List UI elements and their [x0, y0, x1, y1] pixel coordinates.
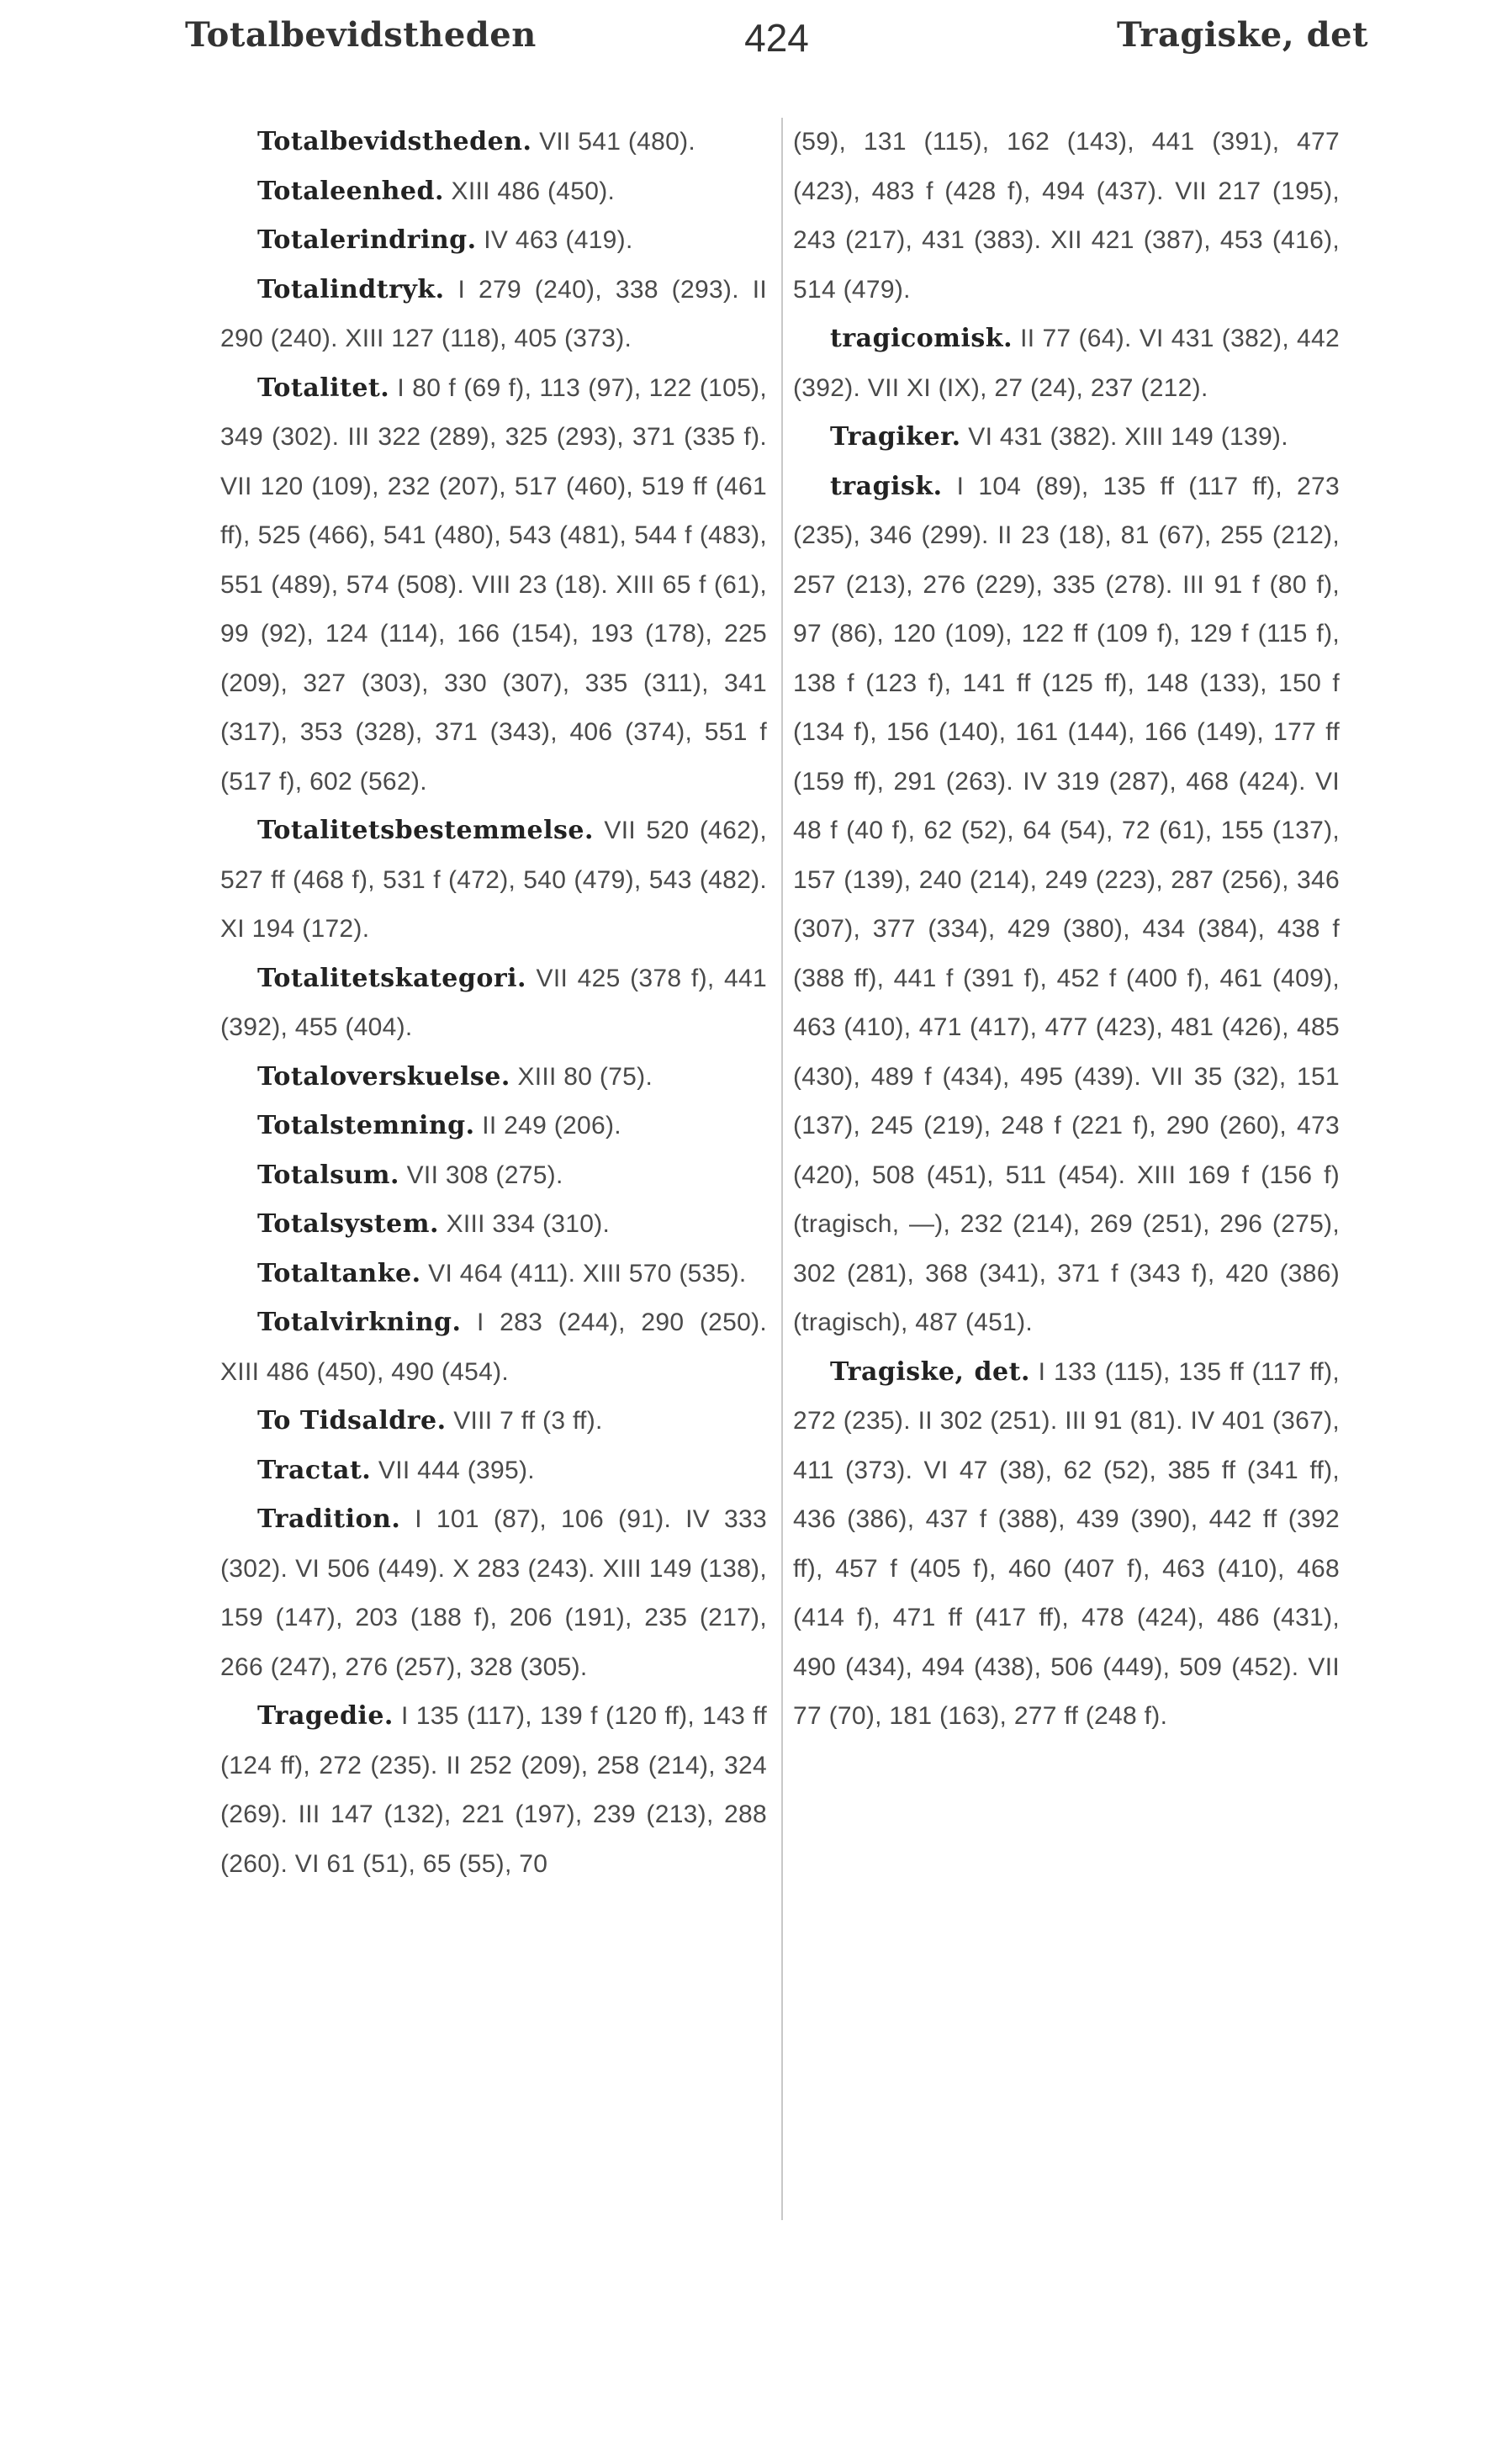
entry-headword: Totalsystem. — [257, 1209, 439, 1239]
index-entry — [220, 266, 767, 364]
index-entry — [220, 118, 767, 167]
entry-headword: Totalitetsbestemmelse. — [257, 816, 594, 845]
entry-references: (59), 131 (115), 162 (143), 441 (391), 477 (423), 483 f (428 f), 494 (437). VII 217 (195), 243 (217), 431 (383). XII 421 (387), 453 (416), 514 (479). — [793, 128, 1340, 304]
entry-headword: Totalitet. — [257, 373, 390, 403]
entry-headword: To Tidsaldre. — [257, 1406, 447, 1436]
entry-headword: Totaleenhed. — [257, 176, 444, 206]
header-left-catchword: Totalbevidstheden — [185, 15, 537, 55]
entry-headword: Totalindtryk. — [257, 274, 445, 304]
index-entry — [793, 315, 1340, 413]
index-entry — [220, 954, 767, 1053]
entry-headword: Tradition. — [257, 1504, 401, 1534]
entry-headword: tragisk. — [830, 471, 943, 501]
entry-headword: Tractat. — [257, 1455, 372, 1485]
entry-references: IV 463 (419). — [484, 226, 633, 254]
entry-references: I 104 (89), 135 ff (117 ff), 273 (235), 346 (299). II 23 (18), 81 (67), 255 (212), 257 (213), 276 (229), 335 (278). III 91 f (80 f), 97 (86), 120 (109), 122 ff (109 f), 129 f (115 f), 138 f (123 f), 141 ff (125 ff), 148 (133), 150 f (134 f), 156 (140), 161 (144), 166 (149), 177 ff (159 ff), 291 (263). IV 319 (287), 468 (424). VI 48 f (40 f), 62 (52), 64 (54), 72 (61), 155 (137), 157 (139), 240 (214), 249 (223), 287 (256), 346 (307), 377 (334), 429 (380), 434 (384), 438 f (388 ff), 441 f (391 f), 452 f (400 f), 461 (409), 463 (410), 471 (417), 477 (423), 481 (426), 485 (430), 489 f (434), 495 (439). VII 35 (32), 151 (137), 245 (219), 248 f (221 f), 290 (260), 473 (420), 508 (451), 511 (454). XIII 169 f (156 f) (tragisch, —), 232 (214), 269 (251), 296 (275), 302 (281), 368 (341), 371 f (343 f), 420 (386) (tragisch), 487 (451). — [793, 472, 1340, 1336]
index-entry — [220, 1102, 767, 1151]
index-entry — [220, 1397, 767, 1446]
entry-references: I 80 f (69 f), 113 (97), 122 (105), 349 (302). III 322 (289), 325 (293), 371 (335 f). VII 120 (109), 232 (207), 517 (460), 519 ff (461 ff), 525 (466), 541 (480), 543 (481), 544 f (483), 551 (489), 574 (508). VIII 23 (18). XIII 65 f (61), 99 (92), 124 (114), 166 (154), 193 (178), 225 (209), 327 (303), 330 (307), 335 (311), 341 (317), 353 (328), 371 (343), 406 (374), 551 f (517 f), 602 (562). — [220, 373, 767, 796]
index-entry — [793, 413, 1340, 463]
index-entry — [220, 167, 767, 217]
entry-headword: Totaloverskuelse. — [257, 1061, 510, 1092]
index-entry — [220, 1495, 767, 1692]
entry-headword: Totalvirkning. — [257, 1308, 462, 1337]
entry-headword: Totalerindring. — [257, 225, 477, 255]
entry-headword: Tragiske, det. — [830, 1356, 1030, 1387]
entry-headword: tragicomisk. — [830, 324, 1013, 353]
entry-references: XIII 334 (310). — [446, 1210, 611, 1238]
entry-headword: Tragiker. — [830, 422, 961, 452]
index-entry — [220, 1692, 767, 1889]
entry-references: I 133 (115), 135 ff (117 ff), 272 (235). II 302 (251). III 91 (81). IV 401 (367), 411 (373). VI 47 (38), 62 (52), 385 ff (341 ff), 436 (386), 437 f (388), 439 (390), 442 ff (392 ff), 457 f (405 f), 460 (407 f), 463 (410), 468 (414 f), 471 ff (417 ff), 478 (424), 486 (431), 490 (434), 494 (438), 506 (449), 509 (452). VII 77 (70), 181 (163), 277 ff (248 f). — [793, 1357, 1340, 1730]
index-entry — [220, 1053, 767, 1102]
entry-references: VII 308 (275). — [406, 1161, 563, 1189]
index-entry — [220, 216, 767, 266]
column-divider — [781, 118, 783, 2220]
index-entry — [220, 1298, 767, 1397]
index-entry — [793, 463, 1340, 1348]
left-column — [220, 118, 767, 1889]
entry-references: VI 431 (382). XIII 149 (139). — [968, 423, 1288, 451]
index-entry — [220, 806, 767, 954]
index-entry — [220, 1200, 767, 1250]
entry-references: XIII 80 (75). — [517, 1062, 653, 1091]
entry-references: I 135 (117), 139 f (120 ff), 143 ff (124 ff), 272 (235). II 252 (209), 258 (214), 324 (269). III 147 (132), 221 (197), 239 (213), 288 (260). VI 61 (51), 65 (55), 70 — [220, 1702, 768, 1878]
header-right-catchword: Tragiske, det — [1117, 15, 1368, 55]
index-entry — [220, 364, 767, 807]
entry-references: VII 520 (462), 527 ff (468 f), 531 f (472), 540 (479), 543 (482). XI 194 (172). — [220, 817, 767, 943]
entry-references: XIII 486 (450). — [451, 177, 616, 205]
entry-references: VII 444 (395). — [378, 1456, 535, 1484]
index-entry — [220, 1446, 767, 1496]
entry-references: I 101 (87), 106 (91). IV 333 (302). VI 506 (449). X 283 (243). XIII 149 (138), 159 (147), 203 (188 f), 206 (191), 235 (217), 266 (247), 276 (257), 328 (305). — [220, 1505, 768, 1681]
entry-headword: Tragedie. — [257, 1701, 394, 1731]
entry-references: VII 425 (378 f), 441 (392), 455 (404). — [220, 964, 767, 1041]
entry-headword: Totalsum. — [257, 1160, 399, 1190]
running-header — [185, 15, 1368, 74]
entry-references: VI 464 (411). XIII 570 (535). — [428, 1259, 747, 1288]
entry-headword: Totalbevidstheden. — [257, 127, 532, 156]
entry-headword: Totalitetskategori. — [257, 963, 526, 993]
entry-headword: Totaltanke. — [257, 1258, 421, 1288]
index-entry — [220, 1250, 767, 1299]
index-entry — [220, 1151, 767, 1201]
entry-references: II 249 (206). — [482, 1112, 621, 1139]
entry-references: I 283 (244), 290 (250). XIII 486 (450), 490 (454). — [220, 1309, 768, 1386]
index-entry — [793, 118, 1340, 315]
entry-references: VIII 7 ff (3 ff). — [453, 1407, 603, 1435]
entry-references: I 279 (240), 338 (293). II 290 (240). XIII 127 (118), 405 (373). — [220, 275, 767, 352]
entry-references: II 77 (64). VI 431 (382), 442 (392). VII XI (IX), 27 (24), 237 (212). — [793, 325, 1340, 402]
index-entry — [793, 1348, 1340, 1742]
page-number: 424 — [744, 16, 809, 60]
right-column — [793, 118, 1340, 1742]
entry-headword: Totalstemning. — [257, 1111, 475, 1140]
entry-references: VII 541 (480). — [539, 128, 696, 156]
